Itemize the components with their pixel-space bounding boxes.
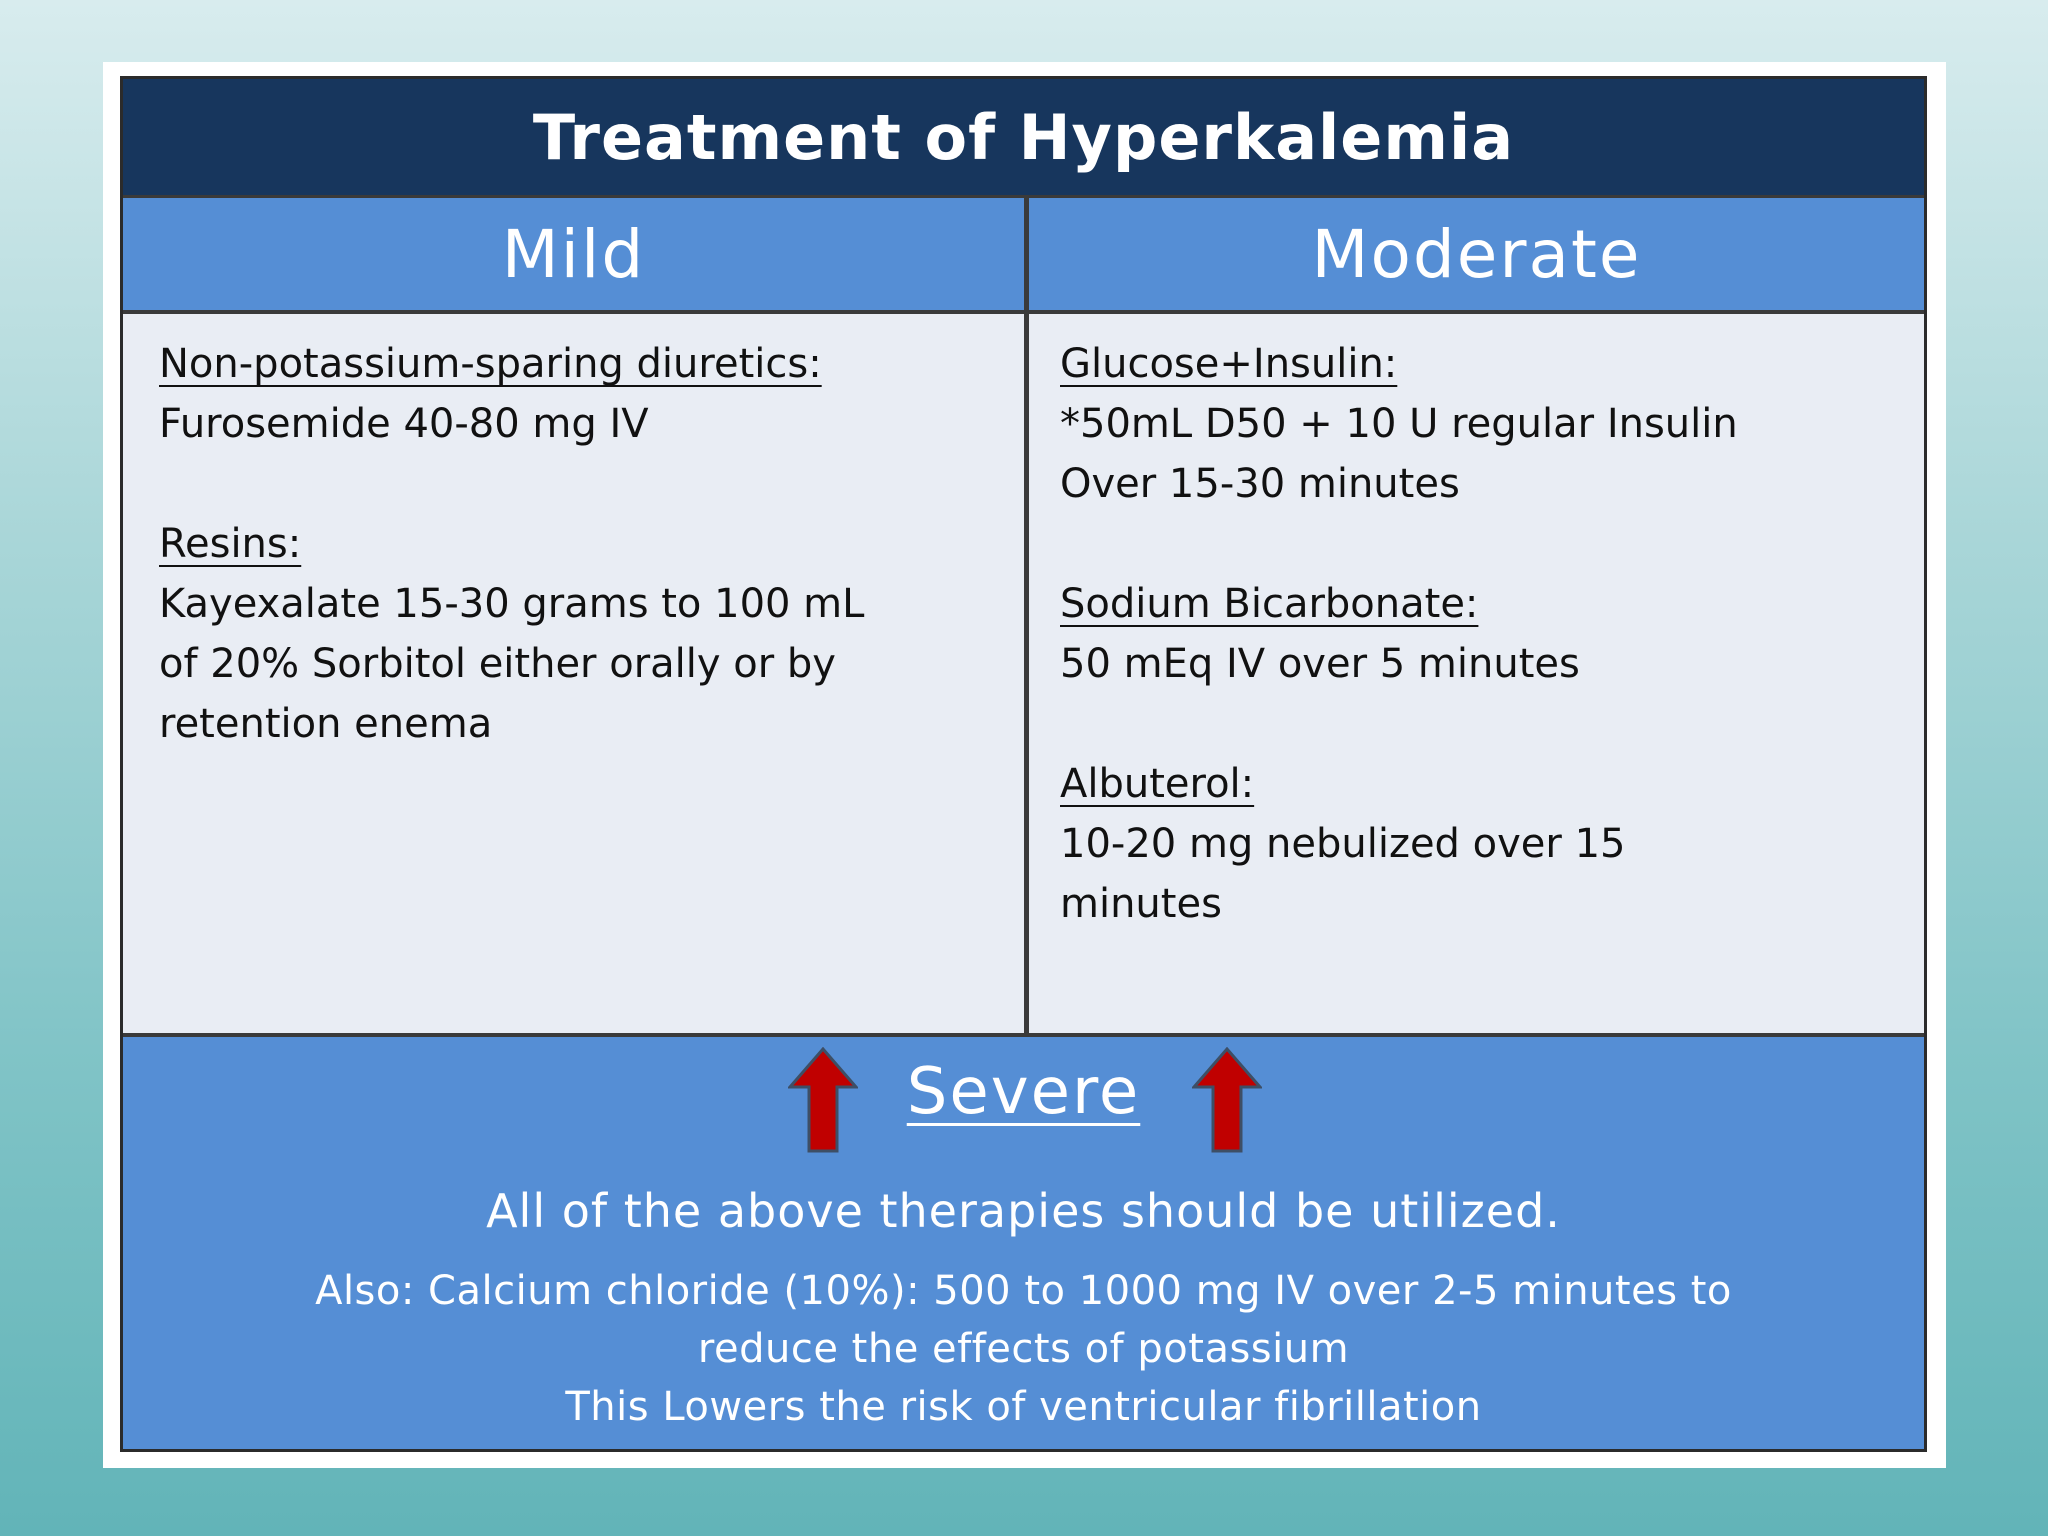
section-line: *50mL D50 + 10 U regular Insulin <box>1060 401 1738 447</box>
table-title: Treatment of Hyperkalemia <box>123 79 1924 198</box>
section-heading: Sodium Bicarbonate: <box>1060 581 1479 627</box>
section-heading: Resins: <box>159 521 302 567</box>
column-header-moderate: Moderate <box>1029 198 1924 314</box>
severe-title-row <box>123 1037 1924 1157</box>
section-line: Over 15-30 minutes <box>1060 461 1460 507</box>
severe-detail-line: Also: Calcium chloride (10%): 500 to 1000 mg IV over 2-5 minutes to <box>315 1268 1732 1314</box>
section-resins <box>159 514 1004 754</box>
section-line: of 20% Sorbitol either orally or by <box>159 641 836 687</box>
section-glucose-insulin <box>1060 334 1904 514</box>
section-heading: Glucose+Insulin: <box>1060 341 1398 387</box>
section-line: 10-20 mg nebulized over 15 <box>1060 821 1626 867</box>
section-albuterol <box>1060 754 1904 934</box>
section-line: Kayexalate 15-30 grams to 100 mL <box>159 581 865 627</box>
section-diuretics <box>159 334 1004 454</box>
severe-section <box>123 1033 1924 1449</box>
severe-detail-line: This Lowers the risk of ventricular fibrillation <box>565 1384 1482 1430</box>
cell-moderate <box>1029 314 1924 1033</box>
section-line: minutes <box>1060 881 1222 927</box>
section-sodium-bicarbonate <box>1060 574 1904 694</box>
severe-title <box>123 1055 1924 1129</box>
cell-mild <box>123 314 1024 1033</box>
slide-frame <box>103 62 1946 1468</box>
severe-title-text: Severe <box>906 1055 1141 1129</box>
section-heading: Non-potassium-sparing diuretics: <box>159 341 822 387</box>
column-header-mild: Mild <box>123 198 1024 314</box>
section-line: 50 mEq IV over 5 minutes <box>1060 641 1580 687</box>
up-arrow-icon <box>1192 1047 1262 1153</box>
severe-summary: All of the above therapies should be utilized. <box>486 1184 1561 1238</box>
section-heading: Albuterol: <box>1060 761 1255 807</box>
section-line: retention enema <box>159 701 493 747</box>
severe-detail-line: reduce the effects of potassium <box>697 1326 1350 1372</box>
severe-details <box>183 1262 1864 1436</box>
treatment-table <box>120 76 1927 1452</box>
section-line: Furosemide 40-80 mg IV <box>159 401 649 447</box>
